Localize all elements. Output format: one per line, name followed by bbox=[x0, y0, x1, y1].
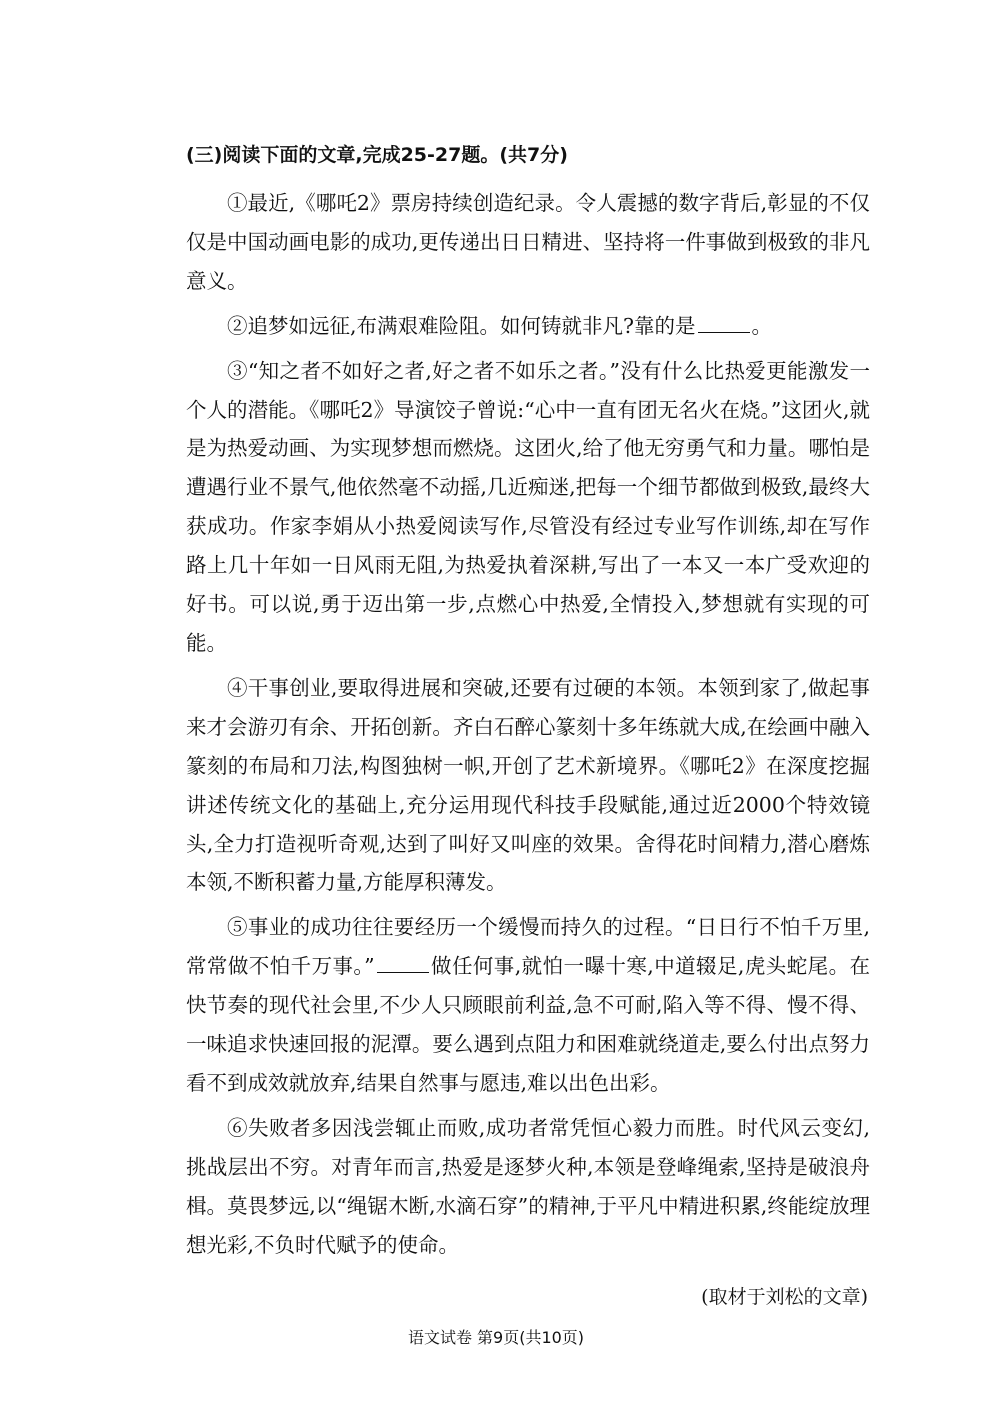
paragraph-5-rest: 做任何事,就怕一曝十寒,中道辍足,虎头蛇尾。在快节奏的现代社会里,不少人只顾眼前利益,急不可耐,陷入等不得、慢不得、一味追求快速回报的泥潭。要么遇到点阻力和困难就绕道走,要么付出点努力看不到成效就放弃,结果自然事与愿违,难以出色出彩。 bbox=[186, 954, 870, 1095]
paragraph-5-text: ⑤事业的成功往往要经历一个缓慢而持久的过程。“日日行不怕千万里,常常做不怕千万事。” bbox=[186, 915, 870, 979]
paragraph-1: ①最近,《哪吒2》票房持续创造纪录。令人震撼的数字背后,彰显的不仅仅是中国动画电影的成功,更传递出日日精进、坚持将一件事做到极致的非凡意义。 bbox=[186, 191, 870, 293]
fill-blank-2 bbox=[377, 971, 429, 973]
paragraph-5 bbox=[186, 908, 870, 1103]
source-citation: (取材于刘松的文章) bbox=[701, 1286, 868, 1308]
paragraph-4: ④干事创业,要取得进展和突破,还要有过硬的本领。本领到家了,做起事来才会游刃有余、开拓创新。齐白石醉心篆刻十多年练就大成,在绘画中融入篆刻的布局和刀法,构图独树一帜,开创了艺术新境界。《哪吒2》在深度挖掘讲述传统文化的基础上,充分运用现代科技手段赋能,通过近2000个特效镜头,全力打造视听奇观,达到了叫好又叫座的效果。舍得花时间精力,潜心磨炼本领,不断积蓄力量,方能厚积薄发。 bbox=[186, 675, 870, 895]
paragraph-2 bbox=[186, 307, 870, 346]
paragraph-3: ③“知之者不如好之者,好之者不如乐之者。”没有什么比热爱更能激发一个人的潜能。《哪吒2》导演饺子曾说:“心中一直有团无名火在烧。”这团火,就是为热爱动画、为实现梦想而燃烧。这团火,给了他无穷勇气和力量。哪怕是遭遇行业不景气,他依然毫不动摇,几近痴迷,把每一个细节都做到极致,最终大获成功。作家李娟从小热爱阅读写作,尽管没有经过专业写作训练,却在写作路上几十年如一日风雨无阻,为热爱执着深耕,写出了一本又一本广受欢迎的好书。可以说,勇于迈出第一步,点燃心中热爱,全情投入,梦想就有实现的可能。 bbox=[186, 358, 870, 655]
section-heading: (三)阅读下面的文章,完成25-27题。(共7分) bbox=[186, 144, 568, 166]
paragraph-2-end: 。 bbox=[751, 313, 773, 338]
paragraph-6: ⑥失败者多因浅尝辄止而败,成功者常凭恒心毅力而胜。时代风云变幻,挑战层出不穷。对青年而言,热爱是逐梦火种,本领是登峰绳索,坚持是破浪舟楫。莫畏梦远,以“绳锯木断,水滴石穿”的精神,于平凡中精进积累,终能绽放理想光彩,不负时代赋予的使命。 bbox=[186, 1115, 870, 1257]
fill-blank-1 bbox=[698, 331, 750, 333]
article-body bbox=[186, 184, 870, 1270]
paragraph-2-text: ②追梦如远征,布满艰难险阻。如何铸就非凡?靠的是 bbox=[227, 313, 696, 338]
page-footer: 语文试卷 第9页(共10页) bbox=[407, 1328, 585, 1347]
